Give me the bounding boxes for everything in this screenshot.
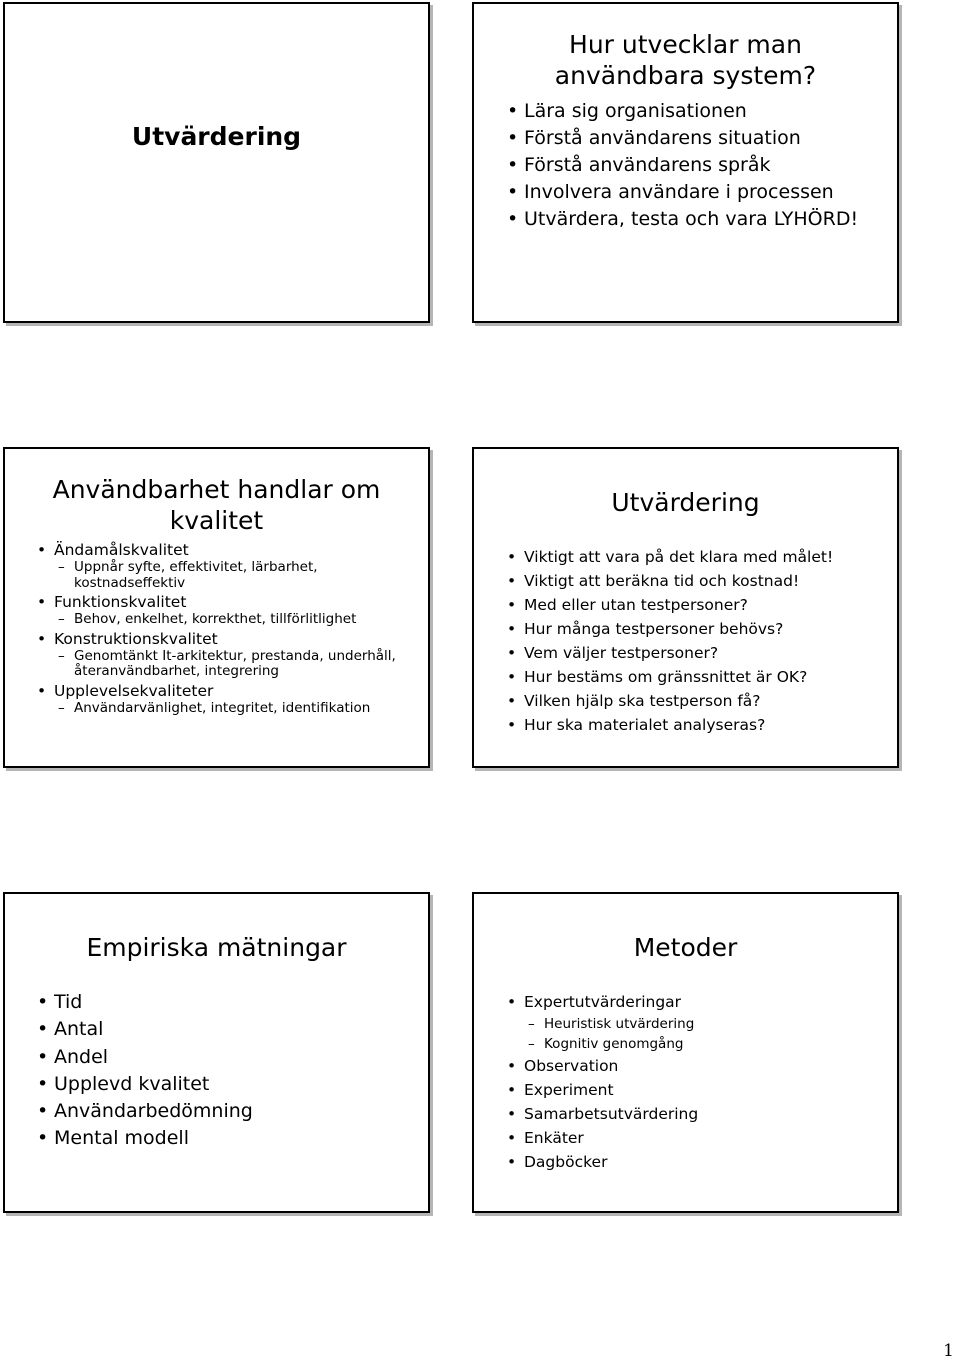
list-item: • Hur bestäms om gränssnittet är OK? [524,665,833,689]
sub-list-item: – Kognitiv genomgång [528,1036,684,1052]
bullet-icon: • [507,1105,517,1123]
list-item: • Expertutvärderingar [524,990,698,1014]
bullet-icon: • [37,1045,49,1068]
slide-3 [3,447,430,768]
list-item: • Observation [524,1054,698,1078]
dash-icon: – [528,1016,535,1032]
bullet-icon: • [37,541,47,559]
sub-list-item: – Behov, enkelhet, korrekthet, tillförlitlighet [58,611,357,627]
bullet-icon: • [37,1127,49,1150]
bullet-list [507,990,699,1174]
bullet-icon: • [507,548,517,566]
bullet-icon: • [37,681,47,700]
bullet-icon: • [37,593,47,611]
dash-icon: – [58,611,65,627]
list-item: • Utvärdera, testa och vara LYHÖRD! [524,206,858,233]
list-item: • Hur många testpersoner behövs? [524,617,833,641]
list-item: • Konstruktionskvalitet [37,629,218,648]
bullet-icon: • [507,716,517,734]
bullet-icon: • [507,572,517,590]
list-item: • Viktigt att beräkna tid och kostnad! [524,569,833,593]
bullet-list [37,541,428,718]
list-item: • Viktigt att vara på det klara med målet! [524,545,833,569]
sub-list-item: – Genomtänkt It-arkitektur, prestanda, underhåll, återanvändbarhet, integrering [58,647,396,679]
dash-icon: – [58,699,65,716]
slide-title: Användbarhet handlar om kvalitet [52,475,381,535]
bullet-icon: • [507,1153,517,1171]
list-item: • Andel [54,1044,253,1071]
bullet-icon: • [507,100,519,122]
bullet-icon: • [37,1100,49,1123]
bullet-icon: • [37,1072,49,1095]
list-item: • Enkäter [524,1126,698,1150]
slide-1 [3,2,430,323]
bullet-icon: • [507,1129,517,1147]
dash-icon: – [58,647,65,664]
bullet-icon: • [507,620,517,638]
list-item: • Experiment [524,1078,698,1102]
list-item: • Dagböcker [524,1150,698,1174]
bullet-icon: • [507,154,519,176]
dash-icon: – [528,1036,535,1052]
list-item: • Användarbedömning [54,1098,253,1125]
list-item: • Upplevelsekvaliteter [37,681,214,700]
bullet-icon: • [507,668,517,686]
bullet-icon: • [507,208,519,230]
dash-icon: – [58,559,65,575]
sub-list-item: – Uppnår syfte, effektivitet, lärbarhet, kostnadseffektiv [58,559,318,591]
list-item: • Mental modell [54,1125,253,1152]
list-item: • Förstå användarens språk [524,152,858,179]
list-item: • Vem väljer testpersoner? [524,641,833,665]
slide-title: Metoder [633,933,738,962]
list-item: • Tid [54,989,253,1016]
slide-title: Utvärdering [131,122,302,151]
bullet-icon: • [37,1018,49,1041]
list-item: • Hur ska materialet analyseras? [524,713,833,737]
list-item: • Samarbetsutvärdering [524,1102,698,1126]
bullet-icon: • [507,596,517,614]
bullet-icon: • [507,1057,517,1075]
bullet-list [37,989,253,1153]
bullet-icon: • [37,991,49,1013]
page-number: 1 [943,1341,954,1361]
slide-title: Hur utvecklar man användbara system? [554,30,817,90]
sub-list-item: – Heuristisk utvärdering [528,1016,695,1032]
bullet-icon: • [37,629,47,648]
bullet-icon: • [507,1081,517,1099]
list-item: • Med eller utan testpersoner? [524,593,833,617]
slide-title: Empiriska mätningar [86,933,347,962]
list-item: • Funktionskvalitet [37,593,187,611]
bullet-list [507,545,834,737]
slide-4 [472,447,899,768]
slide-2 [472,2,899,323]
list-item: • Involvera användare i processen [524,179,858,206]
bullet-icon: • [507,692,517,710]
list-item: • Vilken hjälp ska testperson få? [524,689,833,713]
slide-title: Utvärdering [611,488,760,517]
list-item: • Upplevd kvalitet [54,1071,253,1098]
list-item: • Lära sig organisationen [524,98,858,125]
list-item: • Ändamålskvalitet [37,541,189,559]
bullet-icon: • [507,993,517,1011]
slide-6 [472,892,899,1213]
bullet-icon: • [507,181,519,203]
bullet-icon: • [507,127,519,149]
slide-5 [3,892,430,1213]
list-item: • Förstå användarens situation [524,125,858,152]
bullet-list [507,98,859,233]
bullet-icon: • [507,644,517,662]
list-item: • Antal [54,1016,253,1043]
sub-list-item: – Användarvänlighet, integritet, identifikation [58,699,371,716]
